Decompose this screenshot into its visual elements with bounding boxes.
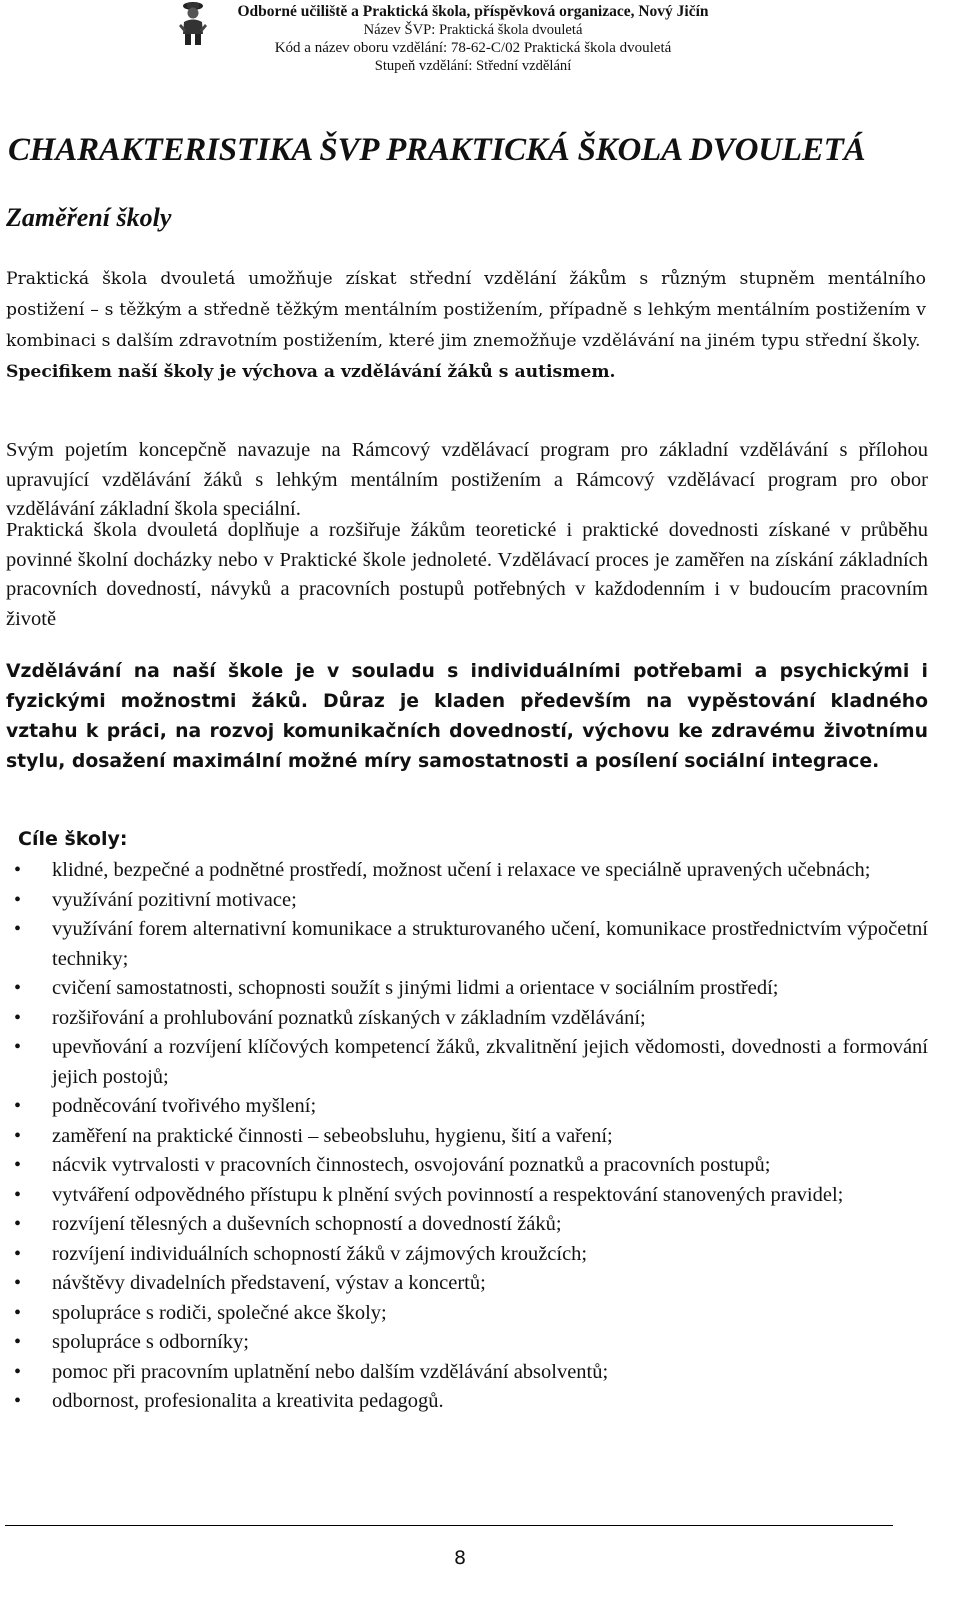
bullet-icon: • bbox=[14, 1154, 22, 1176]
bullet-icon: • bbox=[14, 1213, 22, 1235]
bullet-icon: • bbox=[14, 1331, 22, 1353]
list-item-text: rozvíjení individuálních schopností žáků v zájmových kroužcích; bbox=[52, 1242, 588, 1265]
header-field-code: Kód a název oboru vzdělání: 78-62-C/02 Praktická škola dvouletá bbox=[274, 40, 672, 56]
list-item bbox=[0, 1299, 940, 1329]
list-item-text: využívání forem alternativní komunikace a strukturovaného učení, komunikace prostřednictvím výpočetní techniky; bbox=[52, 918, 928, 970]
list-item-text: spolupráce s rodiči, společné akce školy; bbox=[52, 1301, 387, 1324]
list-item-text: cvičení samostatnosti, schopnosti soužít s jinými lidmi a orientace v sociálním prostředí; bbox=[52, 977, 779, 999]
bullet-icon: • bbox=[14, 1095, 22, 1117]
document-title: CHARAKTERISTIKA ŠVP PRAKTICKÁ ŠKOLA DVOULETÁ bbox=[8, 132, 866, 168]
list-item-text: podněcování tvořivého myšlení; bbox=[52, 1095, 317, 1117]
list-item-text: využívání pozitivní motivace; bbox=[52, 888, 297, 911]
list-item-text: pomoc při pracovním uplatnění nebo dalším vzdělávání absolventů; bbox=[52, 1360, 609, 1383]
list-item bbox=[0, 974, 940, 1004]
list-item bbox=[0, 1358, 940, 1388]
list-item-text: spolupráce s odborníky; bbox=[52, 1331, 249, 1353]
list-item bbox=[0, 915, 940, 974]
bullet-icon: • bbox=[14, 1006, 22, 1029]
bullet-icon: • bbox=[14, 1360, 22, 1383]
list-item bbox=[0, 1004, 940, 1034]
list-item-text: návštěvy divadelních představení, výstav a koncertů; bbox=[52, 1272, 486, 1294]
list-item-text: zaměření na praktické činnosti – sebeobsluhu, hygienu, šití a vaření; bbox=[52, 1124, 613, 1147]
header-program-name: Název ŠVP: Praktická škola dvouletá bbox=[363, 22, 583, 38]
header-school-name: Odborné učiliště a Praktická škola, příspěvková organizace, Nový Jičín bbox=[237, 3, 709, 20]
intro-text: Praktická škola dvouletá umožňuje získat střední vzdělání žákům s různým stupněm mentálního postižení – s těžkým a středně těžkým mentálním postižením, případně s lehkým mentálním postižením v kombinaci s dalším zdravotním postižením, které jim znemožňuje vzdělávání na jiném typu střední školy. bbox=[6, 269, 926, 351]
paragraph-education-focus: Vzdělávání na naší škole je v souladu s individuálními potřebami a psychickými i fyzickými možnostmi žáků. Důraz je kladen především na vypěstování kladného vztahu k práci, na rozvoj komunikačních dovedností, výchovu ke zdravému životnímu stylu, dosažení maximální možné míry samostatnosti a posílení sociální integrace. bbox=[6, 661, 928, 772]
list-item bbox=[0, 1151, 940, 1181]
goals-list bbox=[0, 856, 940, 1417]
bullet-icon: • bbox=[14, 1036, 22, 1058]
list-item bbox=[0, 1269, 940, 1299]
list-item bbox=[0, 1328, 940, 1358]
list-item-text: rozšiřování a prohlubování poznatků získaných v základním vzdělávání; bbox=[52, 1006, 646, 1029]
header-education-level: Stupeň vzdělání: Střední vzdělání bbox=[374, 58, 572, 74]
list-item-text: upevňování a rozvíjení klíčových kompetencí žáků, zkvalitnění jejich vědomosti, dovednosti a formování jejich postojů; bbox=[52, 1036, 928, 1088]
list-item bbox=[0, 1181, 940, 1211]
list-item bbox=[0, 1387, 940, 1417]
bullet-icon: • bbox=[14, 1390, 22, 1412]
footer-divider bbox=[5, 1525, 893, 1526]
paragraph-framework: Svým pojetím koncepčně navazuje na Rámcový vzdělávací program pro základní vzdělávání s přílohou upravující vzdělávání žáků s lehkým mentálním postižením a Rámcový vzdělávací program pro obor vzdělávání základní škola speciální. bbox=[6, 439, 928, 520]
list-item-text: rozvíjení tělesných a duševních schopností a dovedností žáků; bbox=[52, 1213, 562, 1235]
list-item bbox=[0, 856, 940, 886]
list-item bbox=[0, 1122, 940, 1152]
bullet-icon: • bbox=[14, 1124, 22, 1147]
bullet-icon: • bbox=[14, 1301, 22, 1324]
bullet-icon: • bbox=[14, 888, 22, 911]
bullet-icon: • bbox=[14, 859, 22, 881]
header-text bbox=[212, 3, 734, 75]
list-item-text: vytváření odpovědného přístupu k plnění svých povinností a respektování stanovených pravidel; bbox=[52, 1183, 844, 1206]
list-item bbox=[0, 1240, 940, 1270]
list-item bbox=[0, 1033, 940, 1092]
bullet-icon: • bbox=[14, 918, 22, 940]
page-header bbox=[0, 0, 960, 82]
list-item-text: odbornost, profesionalita a kreativita pedagogů. bbox=[52, 1390, 444, 1412]
list-item bbox=[0, 886, 940, 916]
page-number: 8 bbox=[453, 1547, 467, 1569]
school-logo-icon bbox=[178, 0, 208, 46]
list-item bbox=[0, 1092, 940, 1122]
list-item bbox=[0, 1210, 940, 1240]
bullet-icon: • bbox=[14, 1272, 22, 1294]
list-item-text: nácvik vytrvalosti v pracovních činnostech, osvojování poznatků a pracovních postupů; bbox=[52, 1154, 771, 1176]
list-item-text: klidné, bezpečné a podnětné prostředí, možnost učení i relaxace ve speciálně upravených učebnách; bbox=[52, 859, 871, 881]
bullet-icon: • bbox=[14, 1242, 22, 1265]
goals-heading: Cíle školy: bbox=[18, 828, 128, 850]
intro-paragraph bbox=[6, 264, 926, 388]
paragraph-skills: Praktická škola dvouletá doplňuje a rozšiřuje žákům teoretické i praktické dovednosti získané v průběhu povinné školní docházky nebo v Praktické škole jednoleté. Vzdělávací proces je zaměřen na získání základních pracovních dovedností, návyků a pracovních postupů potřebných v každodenním i v budoucím pracovním životě bbox=[6, 519, 928, 630]
section-heading: Zaměření školy bbox=[6, 203, 172, 232]
intro-emphasis: Specifikem naší školy je výchova a vzdělávání žáků s autismem. bbox=[6, 362, 616, 382]
bullet-icon: • bbox=[14, 1183, 22, 1206]
bullet-icon: • bbox=[14, 977, 22, 999]
